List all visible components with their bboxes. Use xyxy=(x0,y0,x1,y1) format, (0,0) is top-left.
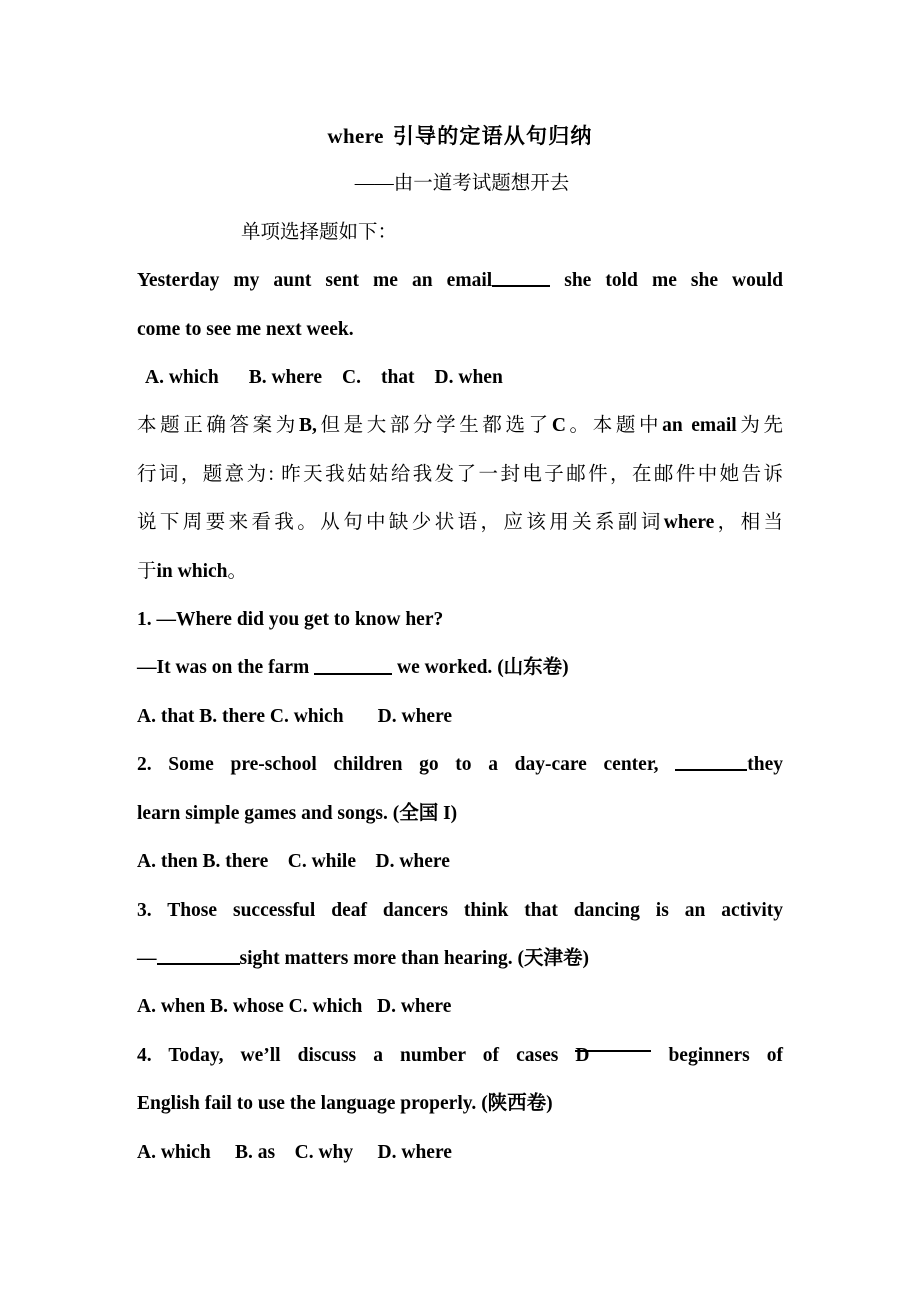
option-a[interactable]: A. which xyxy=(145,367,219,389)
question-1-source: (山东卷) xyxy=(497,657,569,679)
question-1-stem-after: we worked. xyxy=(396,657,493,679)
question-3-stem xyxy=(137,887,783,984)
sample-answer-blank[interactable] xyxy=(492,267,550,287)
page-title-han: 引导的定语从句归纳 xyxy=(392,124,593,148)
question-3-stem-after: sight matters more than hearing. xyxy=(239,947,513,969)
explanation-line-2: 行词，题意为: 昨天我姑姑给我发了一封电子邮件，在邮件中她告诉 xyxy=(137,463,783,485)
question-3-answer-blank[interactable] xyxy=(157,945,240,965)
page-title xyxy=(137,112,783,160)
explanation-line4-c: 。 xyxy=(227,560,248,582)
page-subtitle: ——由一道考试题想开去 xyxy=(354,173,570,195)
option-c[interactable]: C. xyxy=(341,367,361,389)
question-1-text: —Where did you get to know her? xyxy=(156,609,444,631)
explanation-line1-a: 本题正确答案为 xyxy=(137,415,299,437)
option-b[interactable]: B. where xyxy=(248,367,322,389)
question-1-options[interactable]: A. that B. there C. which D. where xyxy=(137,705,453,727)
explanation-line4-a: 于 xyxy=(137,560,157,582)
question-1-line-1 xyxy=(137,596,783,644)
sample-question-options xyxy=(137,354,783,402)
explanation-line1-c: 但是大部分学生都选了 xyxy=(316,415,552,437)
question-4-answer-blank[interactable]: D xyxy=(575,1032,651,1052)
lead-in-text: 单项选择题如下： xyxy=(241,221,398,243)
explanation-line4-b: in which xyxy=(156,560,228,582)
explanation-line1-d: C xyxy=(551,415,566,437)
explanation-line1-f: an email xyxy=(662,415,737,437)
question-4-stem xyxy=(137,1032,783,1129)
question-2-answer-blank[interactable] xyxy=(675,752,747,772)
question-2-stem-after: they xyxy=(747,754,783,776)
question-2-options[interactable]: A. then B. there C. while D. where xyxy=(137,851,450,873)
sample-stem-part2: she told me she would xyxy=(564,270,783,292)
question-2-line-2 xyxy=(137,790,783,838)
explanation-line1-e: 。本题中 xyxy=(565,415,663,437)
question-1-line-2 xyxy=(137,644,783,692)
question-4-options[interactable]: A. which B. as C. why D. where xyxy=(137,1141,452,1163)
question-2-stem xyxy=(137,741,783,838)
option-c-text[interactable]: that xyxy=(380,367,415,389)
explanation-line1-b: B, xyxy=(298,415,317,437)
question-2-stem-line2: learn simple games and songs. xyxy=(137,802,388,824)
question-4-stem-line2: English fail to use the language properly. xyxy=(137,1093,477,1115)
sample-stem-line-1 xyxy=(137,257,783,305)
question-3-line-2 xyxy=(137,935,783,983)
question-3-line-1: 3. Those successful deaf dancers think that dancing is an activity xyxy=(137,899,783,921)
question-1-stem-before: —It was on the farm xyxy=(137,657,310,679)
explanation-paragraph xyxy=(137,402,783,596)
explanation-line-1 xyxy=(137,402,783,450)
question-4-stem-after: beginners of xyxy=(668,1044,784,1066)
question-3-options[interactable]: A. when B. whose C. which D. where xyxy=(137,996,452,1018)
sample-stem-line-2: come to see me next week. xyxy=(137,318,354,340)
sample-stem-part1: Yesterday my aunt sent me an email xyxy=(137,270,493,292)
explanation-line1-g: 为先 xyxy=(736,415,783,437)
explanation-line-4 xyxy=(137,548,783,596)
explanation-line3-b: where xyxy=(663,512,715,534)
question-4-stem-before: 4. Today, we’ll discuss a number of cases xyxy=(137,1044,559,1066)
question-4-line-2 xyxy=(137,1080,783,1128)
question-2-line-1 xyxy=(137,741,783,789)
question-1-answer-blank[interactable] xyxy=(314,655,392,675)
question-3-source: (天津卷) xyxy=(517,947,590,969)
option-d[interactable]: D. when xyxy=(434,367,503,389)
document-content xyxy=(137,112,783,1177)
sample-question-stem xyxy=(137,257,783,354)
question-2-source: (全国 I) xyxy=(392,802,458,824)
explanation-line3-a: 说下周要来看我。从句中缺少状语，应该用关系副词 xyxy=(137,512,664,534)
question-4-line-1 xyxy=(137,1032,783,1080)
explanation-line-3 xyxy=(137,499,783,547)
explanation-line3-c: ，相当 xyxy=(714,512,783,534)
page-title-latin: where xyxy=(327,124,384,148)
question-4-source: (陕西卷) xyxy=(481,1093,553,1115)
question-1-number: 1. xyxy=(137,609,152,631)
question-3-dash: — xyxy=(137,947,157,969)
question-2-stem-before: 2. Some pre-school children go to a day-care center, xyxy=(137,754,659,776)
